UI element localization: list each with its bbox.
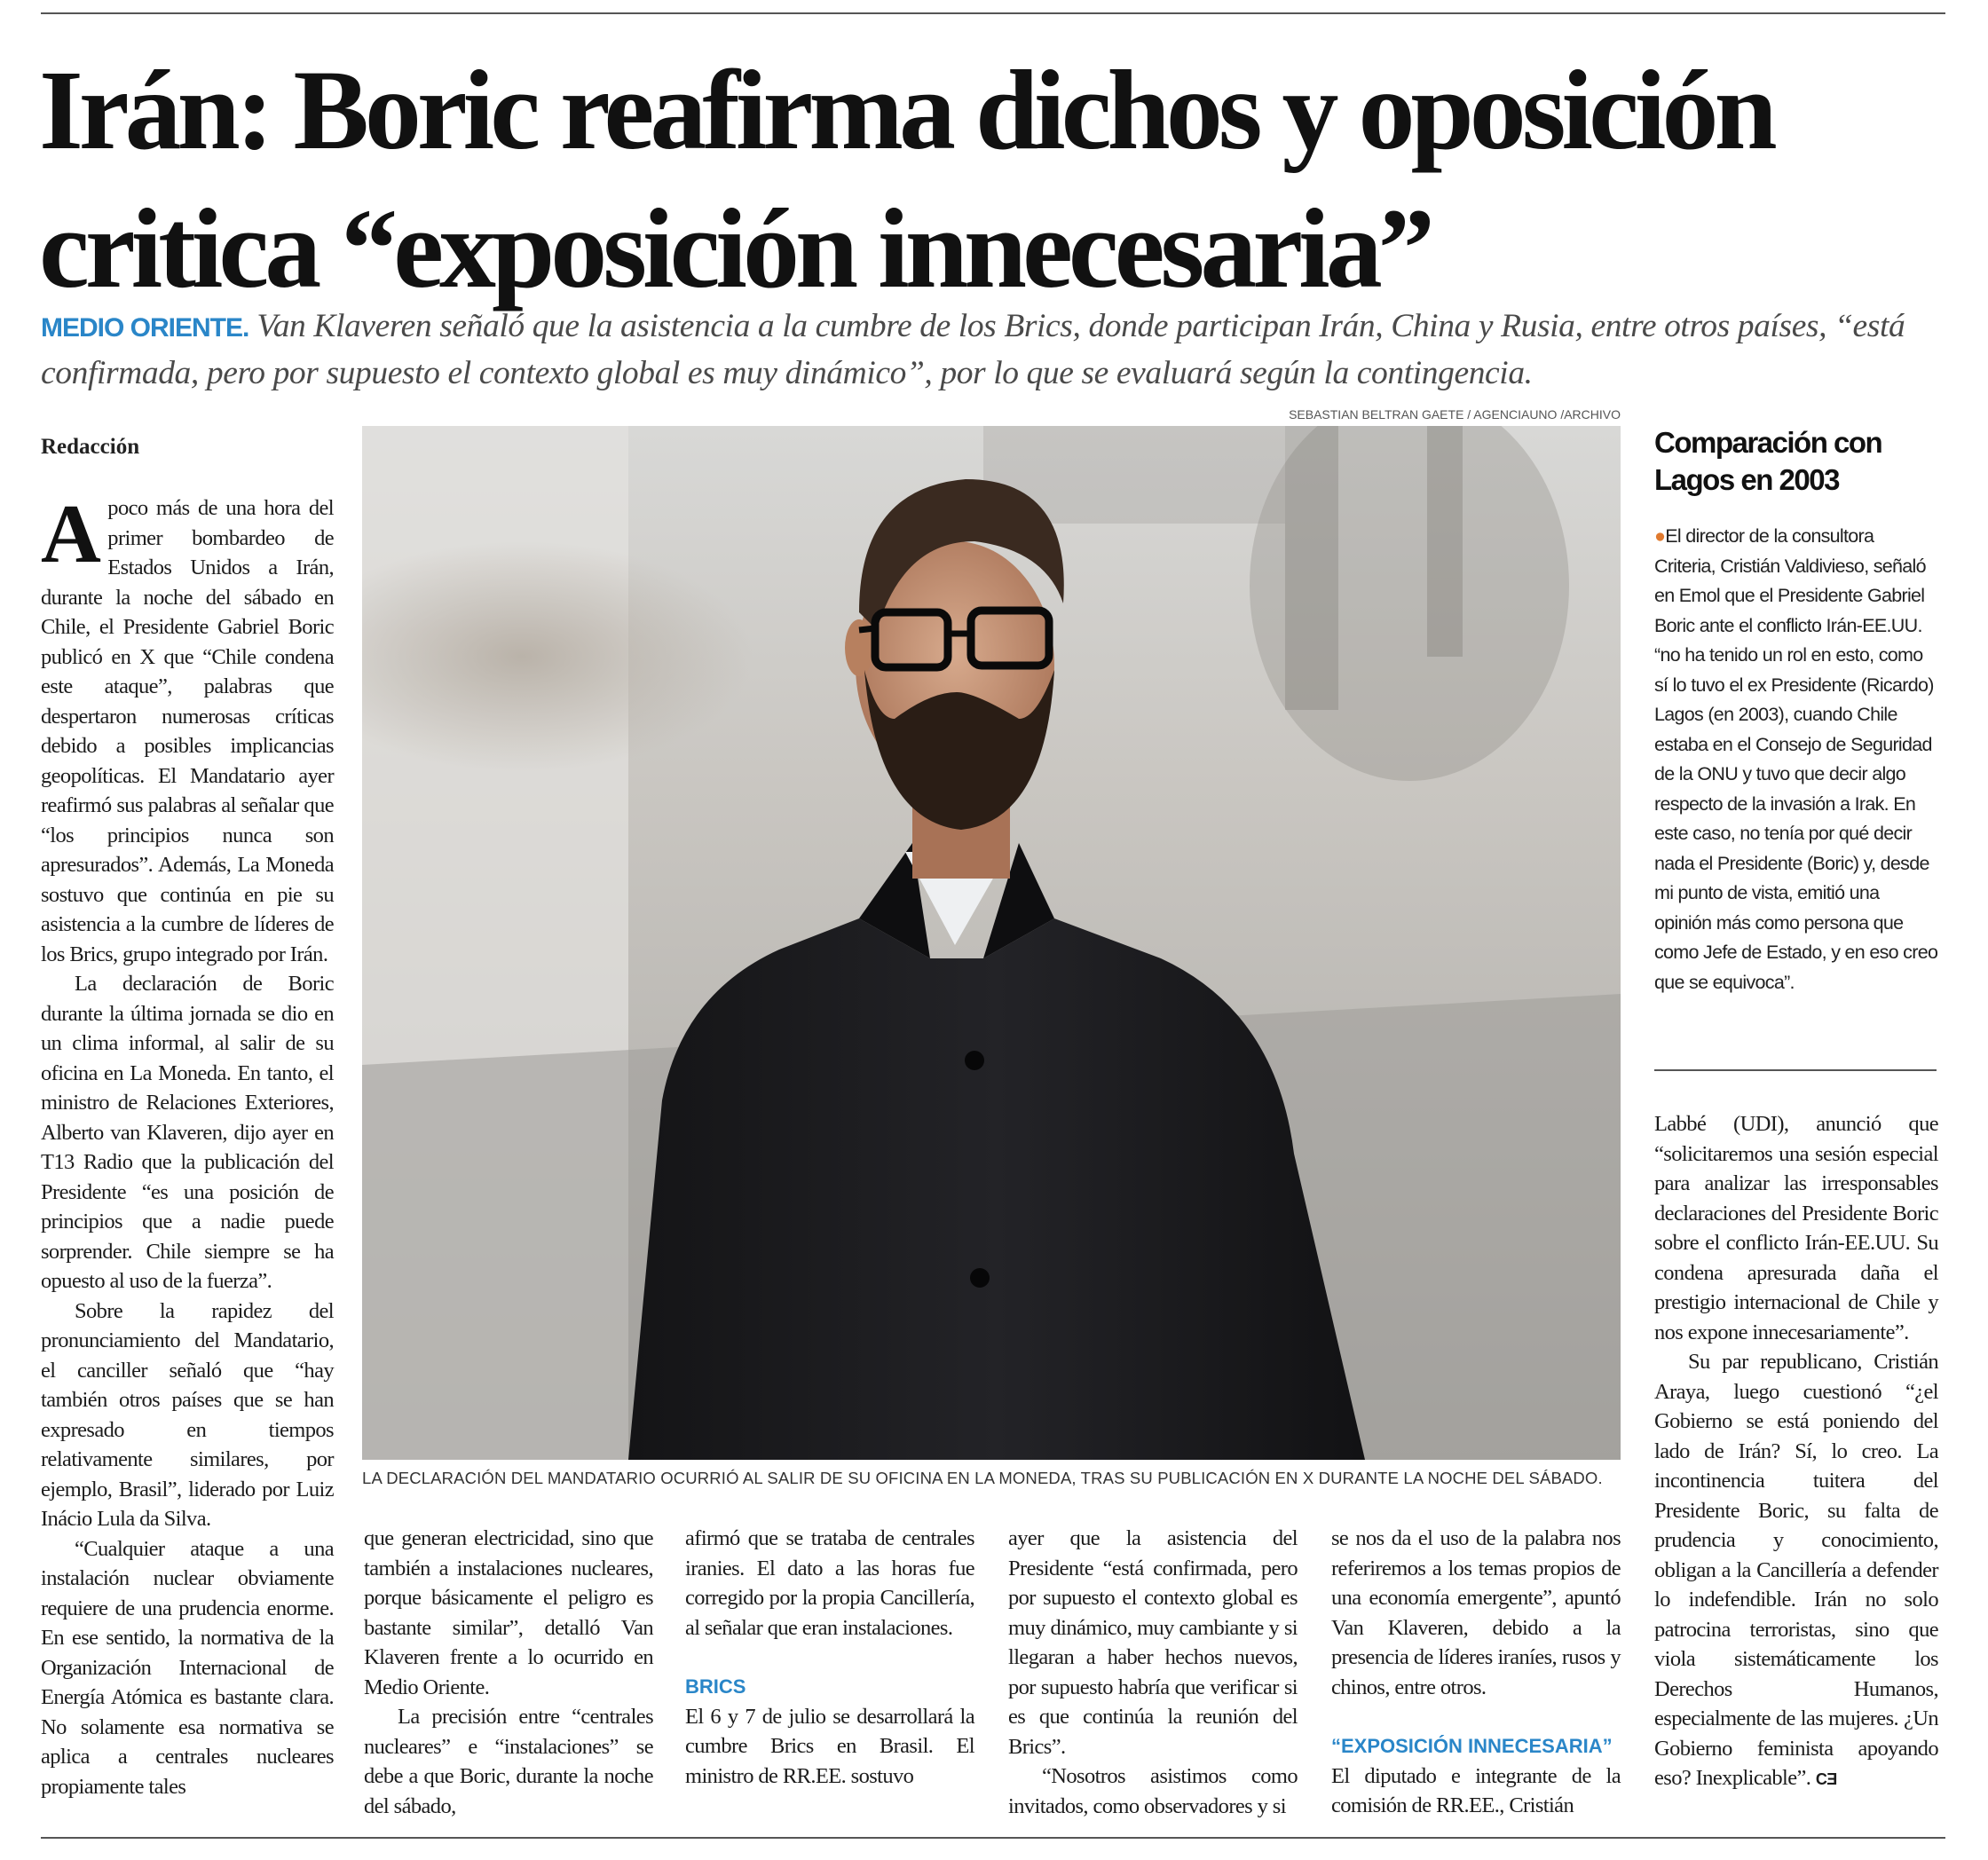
article-column-3	[685, 1524, 974, 1791]
deck-text: Van Klaveren señaló que la asistencia a la cumbre de los Brics, donde participan Irán, China y Rusia, entre otros países, “está confirmada, pero por supuesto el contexto global es muy dinámico”, por lo que se evaluará según la contingencia.	[41, 308, 1905, 391]
paragraph: La declaración de Boric durante la última jornada se dio en un clima informal, al salir de su oficina en La Moneda. En tanto, el ministro de Relaciones Exteriores, Alberto van Klaveren, dijo ayer en T13 Radio que la publicación del Presidente “es una posición de principios que a nadie puede sorprender. Chile siempre se ha opuesto al uso de la fuerza”.	[41, 972, 334, 1293]
article-column-6	[1654, 1109, 1938, 1795]
photo-credit: SEBASTIAN BELTRAN GAETE / AGENCIAUNO /ARCHIVO	[1289, 407, 1621, 422]
paragraph: El diputado e integrante de la comisión de RR.EE., Cristián	[1331, 1763, 1621, 1817]
end-mark-icon: CƎ	[1815, 1770, 1837, 1788]
paragraph: Labbé (UDI), anunció que “solicitaremos una sesión especial para analizar las irresponsables declaraciones del Presidente Boric sobre el conflicto Irán-EE.UU. Su condena apresurada daña el prestigio internacional de Chile y nos expone innecesariamente”.	[1654, 1112, 1938, 1344]
subhead-exposicion: “EXPOSICIÓN INNECESARIA”	[1331, 1735, 1613, 1757]
sidebar-divider	[1654, 1069, 1937, 1071]
paragraph: El 6 y 7 de julio se desarrollará la cumbre Brics en Brasil. El ministro de RR.EE. sostuvo	[685, 1704, 974, 1788]
paragraph: se nos da el uso de la palabra nos referiremos a los temas propios de una economía emergente”, apuntó Van Klaveren, debido a la presencia de líderes iraníes, rusos y chinos, entre otros.	[1331, 1526, 1621, 1699]
paragraph: Apoco más de una hora del primer bombardeo de Estados Unidos a Irán, durante la noche del sábado en Chile, el Presidente Gabriel Boric publicó en X que “Chile condena este ataque”, palabras que despertaron numerosas críticas debido a posibles implicancias geopolíticas. El Mandatario ayer reafirmó sus palabras al señalar que “los principios nunca son apresurados”. Además, La Moneda sostuvo que continúa en pie su asistencia a la cumbre de líderes de los Brics, grupo integrado por Irán.	[41, 488, 334, 966]
deck	[41, 303, 1949, 396]
article-column-4	[1008, 1524, 1298, 1821]
article-photo	[362, 426, 1621, 1460]
article-column-2	[364, 1524, 653, 1821]
paragraph: La precisión entre “centrales nucleares” e “instalaciones” se debe a que Boric, durante la noche del sábado,	[364, 1705, 653, 1818]
sidebar-title: Comparación con Lagos en 2003	[1654, 426, 1882, 496]
paragraph: “Cualquier ataque a una instalación nuclear obviamente requiere de una prudencia enorme. En ese sentido, la normativa de la Organización Internacional de Energía Atómica es bastante clara. No solamente esa normativa se aplica a centrales nucleares propiamente tales	[41, 1536, 334, 1799]
drop-cap: A	[41, 488, 101, 580]
paragraph: afirmó que se trataba de centrales iranies. El dato a las horas fue corregido por la propia Cancillería, al señalar que eran instalaciones.	[685, 1526, 974, 1640]
headline: Irán: Boric reafirma dichos y oposición critica “exposición innecesaria”	[39, 47, 1773, 311]
article-column-5	[1331, 1524, 1621, 1821]
bottom-rule	[41, 1837, 1945, 1839]
sidebar-body: ●El director de la consultora Criteria, Cristián Valdivieso, señaló en Emol que el Presidente Gabriel Boric ante el conflicto Irán-EE.UU. “no ha tenido un rol en esto, como sí lo tuvo el ex Presidente (Ricardo) Lagos (en 2003), cuando Chile estaba en el Consejo de Seguridad de la ONU y tuvo que decir algo respecto de la invasión a Irak. En este caso, no tenía por qué decir nada el Presidente (Boric) y, desde mi punto de vista, emitió una opinión más como persona que como Jefe de Estado, y en eso creo que se equivoca”.	[1654, 525, 1938, 993]
photo-caption: LA DECLARACIÓN DEL MANDATARIO OCURRIÓ AL SALIR DE SU OFICINA EN LA MONEDA, TRAS SU PUBLICACIÓN EN X DURANTE LA NOCHE DEL SÁBADO.	[362, 1469, 1603, 1487]
paragraph: “Nosotros asistimos como invitados, como observadores y si	[1008, 1764, 1298, 1818]
byline: Redacción	[41, 435, 140, 459]
boric-walking-photo	[362, 426, 1621, 1460]
subhead-brics: BRICS	[685, 1675, 746, 1698]
paragraph: Sobre la rapidez del pronunciamiento del Mandatario, el canciller señaló que “hay también otros países que se han expresado en tiempos relativamente similares, por ejemplo, Brasil”, liderado por Luiz Inácio Lula da Silva.	[41, 1298, 334, 1531]
bullet-icon: ●	[1654, 525, 1666, 547]
paragraph: ayer que la asistencia del Presidente “está confirmada, pero por supuesto el contexto global es muy dinámico, muy cambiante y si llegaran a haber hechos nuevos, por supuesto habría que verificar si es que continúa la reunión del Brics”.	[1008, 1526, 1298, 1759]
deck-kicker: MEDIO ORIENTE.	[41, 313, 249, 343]
top-rule	[41, 12, 1945, 14]
article-column-1	[41, 488, 334, 1801]
paragraph: que generan electricidad, sino que también a instalaciones nucleares, porque básicamente el peligro es bastante similar”, detalló Van Klaveren frente a lo ocurrido en Medio Oriente.	[364, 1526, 653, 1699]
paragraph: Su par republicano, Cristián Araya, luego cuestionó “¿el Gobierno se está poniendo del lado de Irán? Sí, lo creo. La incontinencia tuitera del Presidente Boric, su falta de prudencia y conocimiento, obligan a la Cancillería a defender lo indefendible. Irán no solo patrocina terroristas, sino que viola sistemáticamente los Derechos Humanos, especialmente de las mujeres. ¿Un Gobierno feminista apoyando eso? Inexplicable”. CƎ	[1654, 1350, 1938, 1790]
